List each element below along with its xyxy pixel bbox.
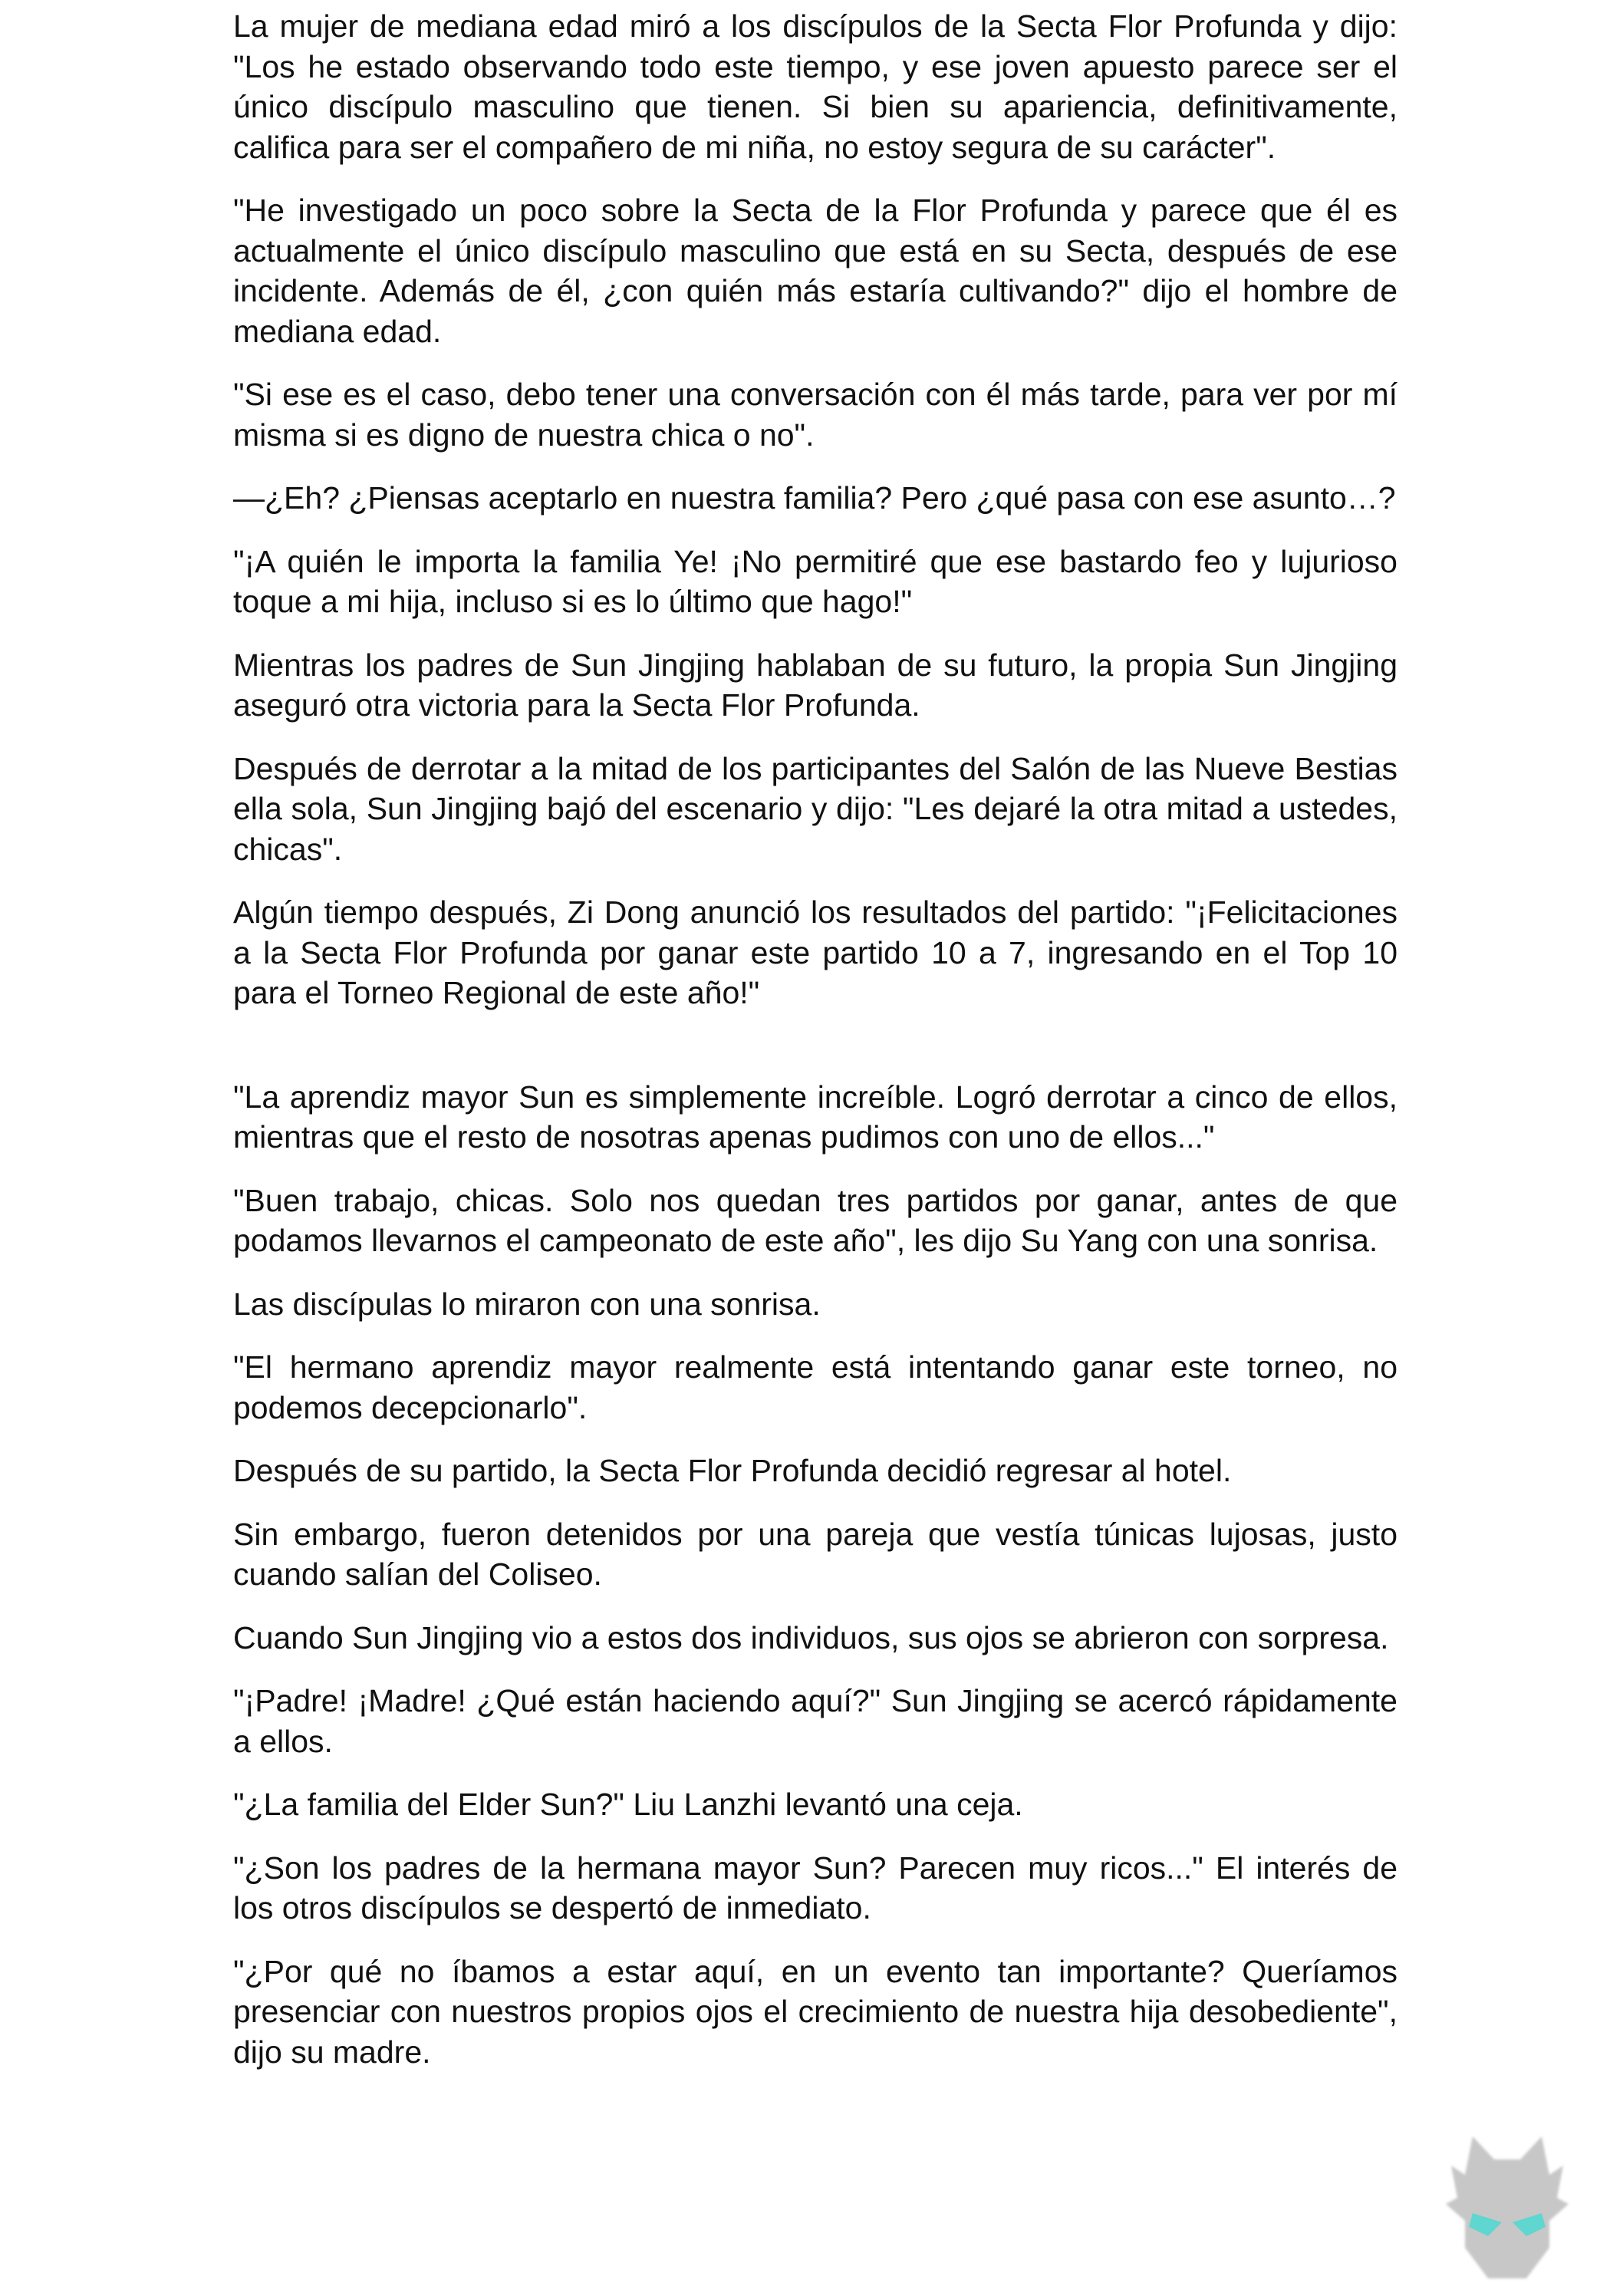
paragraph: "¡Padre! ¡Madre! ¿Qué están haciendo aquí?" Sun Jingjing se acercó rápidamente a ellos. xyxy=(233,1683,1397,1759)
paragraph: "He investigado un poco sobre la Secta de la Flor Profunda y parece que él es actualmente el único discípulo masculino que está en su Secta, después de ese incidente. Además de él, ¿con quién más estaría cultivando?" dijo el hombre de mediana edad. xyxy=(233,193,1397,349)
paragraph: —¿Eh? ¿Piensas aceptarlo en nuestra familia? Pero ¿qué pasa con ese asunto…? xyxy=(233,480,1396,516)
paragraph: "¿Por qué no íbamos a estar aquí, en un evento tan importante? Queríamos presenciar con nuestros propios ojos el crecimiento de nuestra hija desobediente", dijo su madre. xyxy=(233,1953,1397,2070)
paragraph: Mientras los padres de Sun Jingjing hablaban de su futuro, la propia Sun Jingjing aseguró otra victoria para la Secta Flor Profunda. xyxy=(233,647,1397,723)
paragraph: "El hermano aprendiz mayor realmente está intentando ganar este torneo, no podemos decepcionarlo". xyxy=(233,1349,1397,1425)
document-body xyxy=(233,6,1397,2095)
paragraph: Después de su partido, la Secta Flor Profunda decidió regresar al hotel. xyxy=(233,1453,1232,1488)
paragraph: Cuando Sun Jingjing vio a estos dos individuos, sus ojos se abrieron con sorpresa. xyxy=(233,1619,1389,1655)
paragraph: La mujer de mediana edad miró a los discípulos de la Secta Flor Profunda y dijo: "Los he estado observando todo este tiempo, y ese joven apuesto parece ser el único discípulo masculino que tienen. Si bien su apariencia, definitivamente, califica para ser el compañero de mi niña, no estoy segura de su carácter". xyxy=(233,8,1397,165)
paragraph: Después de derrotar a la mitad de los participantes del Salón de las Nueve Bestias ella sola, Sun Jingjing bajó del escenario y dijo: "Les dejaré la otra mitad a ustedes, chicas". xyxy=(233,750,1397,867)
demon-head-icon xyxy=(1434,2121,1580,2286)
paragraph: Sin embargo, fueron detenidos por una pareja que vestía túnicas lujosas, justo cuando salían del Coliseo. xyxy=(233,1516,1397,1592)
paragraph: "¿Son los padres de la hermana mayor Sun? Parecen muy ricos..." El interés de los otros discípulos se despertó de inmediato. xyxy=(233,1850,1397,1925)
paragraph: "Si ese es el caso, debo tener una conversación con él más tarde, para ver por mí misma si es digno de nuestra chica o no". xyxy=(233,377,1397,453)
paragraph: Las discípulas lo miraron con una sonrisa. xyxy=(233,1286,821,1322)
paragraph: "Buen trabajo, chicas. Solo nos quedan tres partidos por ganar, antes de que podamos llevarnos el campeonato de este año", les dijo Su Yang con una sonrisa. xyxy=(233,1182,1397,1258)
paragraph: Algún tiempo después, Zi Dong anunció los resultados del partido: "¡Felicitaciones a la Secta Flor Profunda por ganar este partido 10 a 7, ingresando en el Top 10 para el Torneo Regional de este año!" xyxy=(233,894,1397,1010)
paragraph: "La aprendiz mayor Sun es simplemente increíble. Logró derrotar a cinco de ellos, mientras que el resto de nosotras apenas pudimos con uno de ellos..." xyxy=(233,1079,1397,1155)
paragraph: "¿La familia del Elder Sun?" Liu Lanzhi levantó una ceja. xyxy=(233,1787,1023,1822)
paragraph: "¡A quién le importa la familia Ye! ¡No permitiré que ese bastardo feo y lujurioso toque a mi hija, incluso si es lo último que hago!" xyxy=(233,543,1397,619)
